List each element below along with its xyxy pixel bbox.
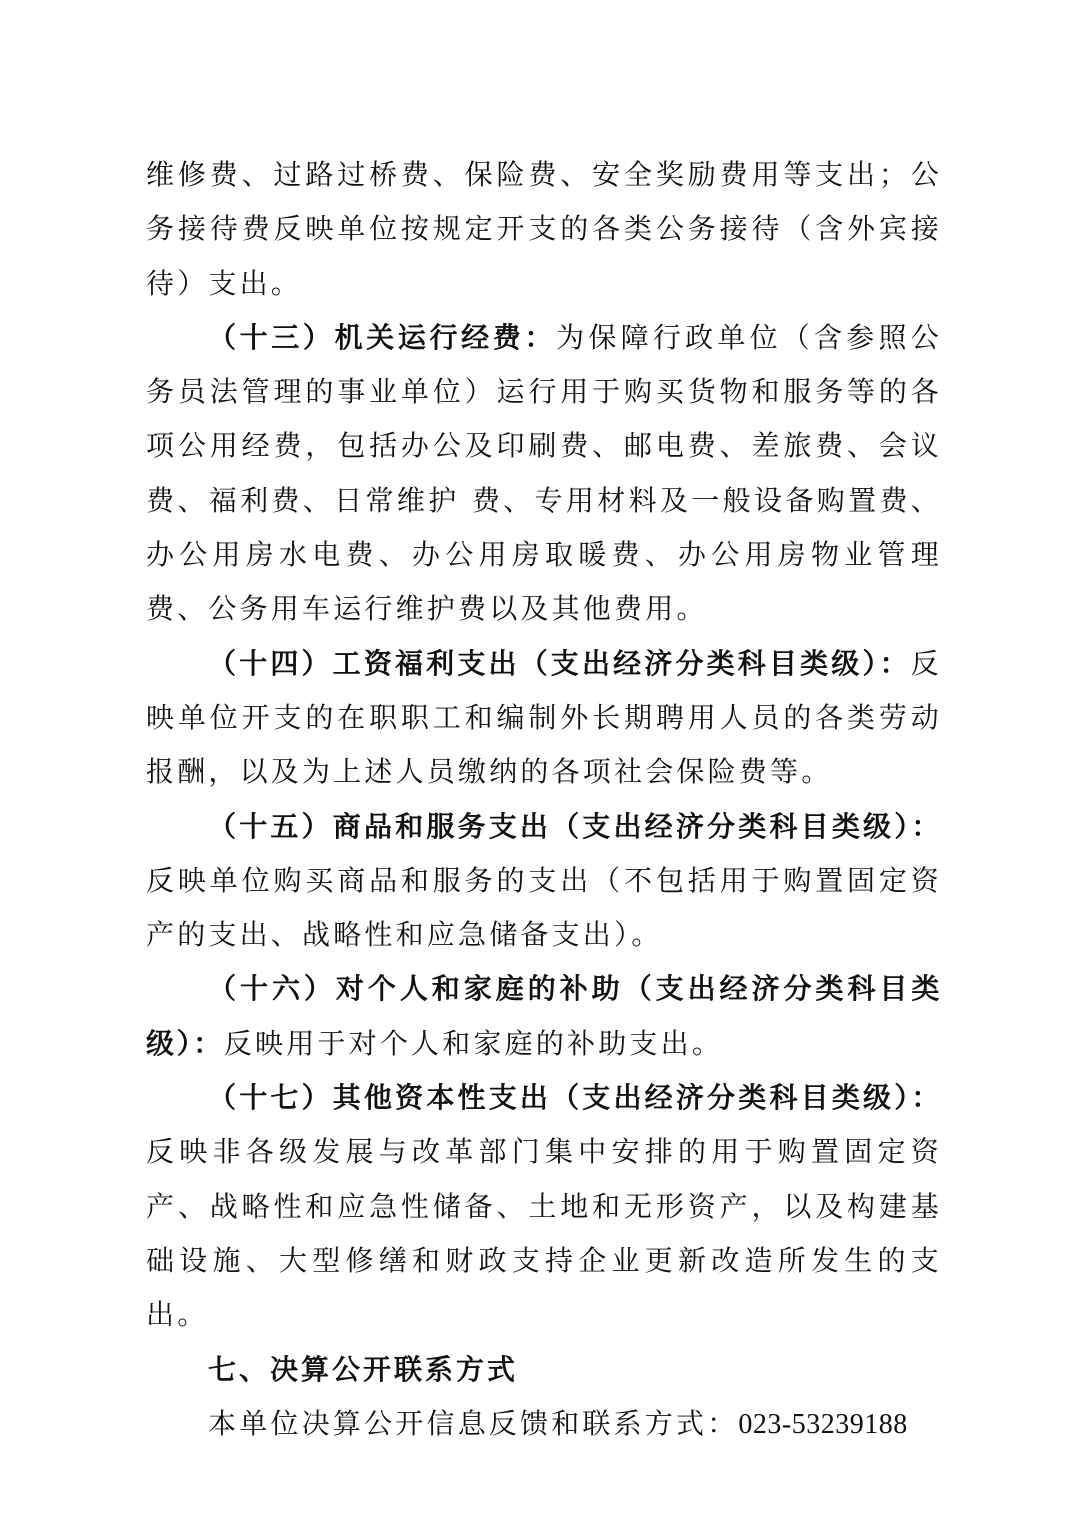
contact-label: 本单位决算公开信息反馈和联系方式：	[208, 1406, 739, 1440]
section-title: 七、决算公开联系方式	[208, 1352, 519, 1386]
paragraph-body: 为保障行政单位（含参照公务员法管理的事业单位）运行用于购买货物和服务等的各项公用经费，包括办公及印刷费、邮电费、差旅费、会议费、福利费、日常维护 费、专用材料及一般设备购置费、办公用房水电费、办公用房取暖费、办公用房物业管理费、公务用车运行维护费以及其他费用。	[146, 320, 942, 626]
paragraph-body: 反映非各级发展与改革部门集中安排的用于购置固定资产、战略性和应急性储备、土地和无形资产，以及构建基础设施、大型修缮和财政支持企业更新改造所发生的支出。	[146, 1135, 942, 1332]
section-heading	[146, 1343, 942, 1397]
paragraph-wages-welfare	[146, 637, 942, 800]
paragraph-vehicle-and-reception	[146, 148, 942, 311]
contact-phone: 023-53239188	[738, 1408, 908, 1440]
document-body	[146, 148, 942, 1452]
paragraph-other-capital-expenditure	[146, 1071, 942, 1342]
paragraph-body: 反映单位开支的在职职工和编制外长期聘用人员的各类劳动报酬，以及为上述人员缴纳的各项社会保险费等。	[146, 646, 942, 789]
contact-line	[146, 1397, 942, 1452]
paragraph-heading: （十四）工资福利支出（支出经济分类科目类级）：	[208, 646, 911, 680]
paragraph-body: 反映用于对个人和家庭的补助支出。	[223, 1026, 724, 1060]
paragraph-heading: （十三）机关运行经费：	[208, 320, 557, 354]
paragraph-body: 反映单位购买商品和服务的支出（不包括用于购置固定资产的支出、战略性和应急储备支出）。	[146, 863, 942, 952]
paragraph-household-subsidies	[146, 962, 942, 1071]
paragraph-organ-operating-expenses	[146, 311, 942, 637]
paragraph-heading: （十五）商品和服务支出（支出经济分类科目类级）：	[208, 809, 942, 843]
paragraph-goods-services	[146, 800, 942, 963]
paragraph-heading: （十七）其他资本性支出（支出经济分类科目类级）：	[208, 1081, 942, 1115]
paragraph-heading: （十六）对个人和家庭的补助（支出经济分类科目类级）：	[146, 972, 942, 1060]
paragraph-body: 维修费、过路过桥费、保险费、安全奖励费用等支出；公务接待费反映单位按规定开支的各类公务接待（含外宾接待）支出。	[146, 158, 942, 300]
